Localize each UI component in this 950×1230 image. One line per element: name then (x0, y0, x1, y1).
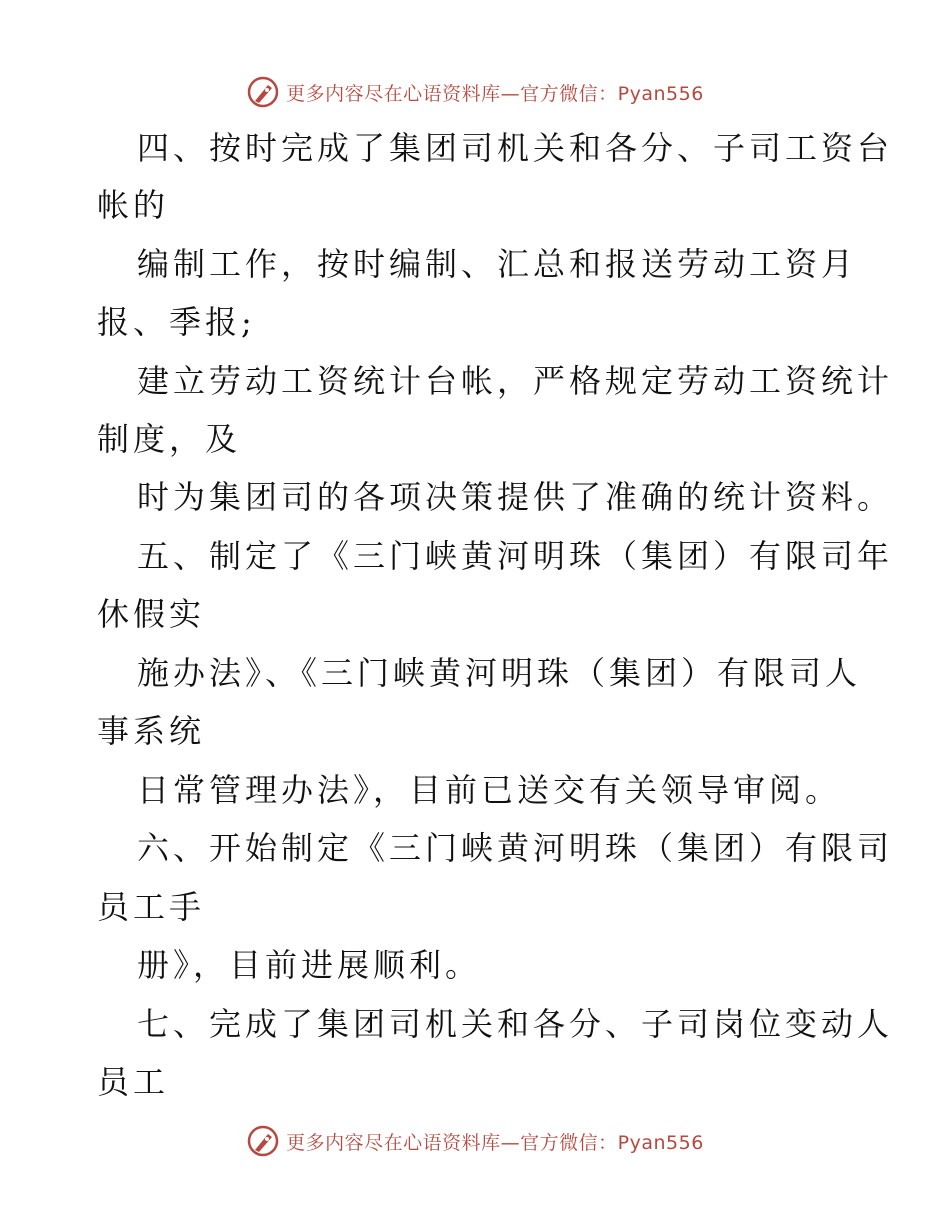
text-line: 四、按时完成了集团司机关和各分、子司工资台 (137, 129, 894, 167)
text-line: 建立劳动工资统计台帐，严格规定劳动工资统计 (137, 362, 894, 400)
text-line: 五、制定了《三门峡黄河明珠（集团）有限司年 (137, 537, 894, 575)
text-line: 员工 (97, 1063, 170, 1101)
text-line: 六、开始制定《三门峡黄河明珠（集团）有限司 (137, 829, 894, 867)
footer-banner-text: 更多内容尽在心语资料库—官方微信：Pyan556 (286, 1131, 704, 1154)
text-line: 事系统 (97, 712, 206, 750)
footer-banner (0, 1121, 950, 1161)
header-banner-text: 更多内容尽在心语资料库—官方微信：Pyan556 (286, 82, 704, 105)
header-banner (0, 72, 950, 112)
text-line: 时为集团司的各项决策提供了准确的统计资料。 (137, 478, 894, 516)
text-line: 编制工作，按时编制、汇总和报送劳动工资月 (137, 245, 858, 283)
text-line: 帐的 (97, 186, 170, 224)
text-line: 册》，目前进展顺利。 (137, 946, 482, 984)
text-line: 报、季报; (97, 303, 256, 341)
pen-nib-logo-icon (246, 1124, 280, 1158)
text-line: 施办法》、《三门峡黄河明珠（集团）有限司人 (137, 654, 862, 692)
text-line: 日常管理办法》，目前已送交有关领导审阅。 (137, 771, 842, 809)
text-line: 七、完成了集团司机关和各分、子司岗位变动人 (137, 1005, 894, 1043)
text-line: 制度，及 (97, 420, 242, 458)
pen-nib-logo-icon (246, 75, 280, 109)
text-line: 员工手 (97, 888, 206, 926)
text-line: 休假实 (97, 595, 206, 633)
